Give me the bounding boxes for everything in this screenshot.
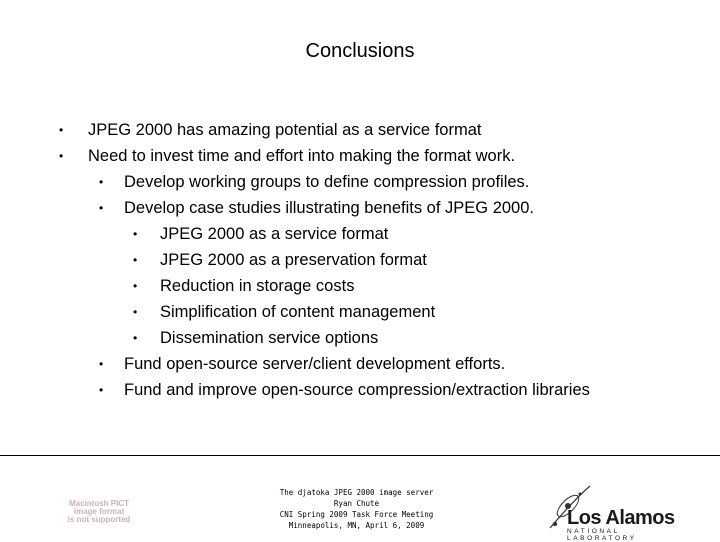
bullet-text: Fund open-source server/client development efforts. — [124, 355, 506, 373]
bullet-dot: • — [133, 279, 138, 293]
slide-title: Conclusions — [305, 40, 415, 62]
bullet-dot: • — [133, 227, 138, 241]
bullet-dot: • — [99, 201, 104, 215]
bullet-dot: • — [133, 331, 138, 345]
bullet-item — [0, 351, 720, 377]
bullet-item — [0, 325, 720, 351]
bullet-text: Develop working groups to define compression profiles. — [124, 173, 530, 191]
footer-divider — [0, 455, 720, 456]
bullet-text: Simplification of content management — [160, 303, 436, 321]
pict-placeholder — [54, 500, 144, 524]
pict-line: is not supported — [67, 515, 131, 524]
pict-line: Macintosh PICT — [68, 499, 129, 508]
bullet-item — [0, 273, 720, 299]
footer-credits — [250, 487, 463, 531]
bullet-text: JPEG 2000 as a service format — [160, 225, 389, 243]
bullet-dot: • — [133, 305, 138, 319]
bullet-text: Develop case studies illustrating benefits of JPEG 2000. — [124, 199, 534, 217]
bullet-item — [0, 377, 720, 403]
bullet-item — [0, 143, 720, 169]
bullet-item — [0, 117, 720, 143]
bullet-dot: • — [133, 253, 138, 267]
bullet-list — [0, 117, 720, 403]
bullet-item — [0, 221, 720, 247]
los-alamos-logo — [546, 484, 686, 542]
bullet-dot: • — [99, 175, 104, 189]
bullet-item — [0, 195, 720, 221]
footer-line: Minneapolis, MN, April 6, 2009 — [288, 521, 425, 530]
bullet-item — [0, 169, 720, 195]
bullet-text: Need to invest time and effort into making the format work. — [88, 147, 516, 165]
bullet-item — [0, 247, 720, 273]
pict-line: image format — [73, 507, 125, 516]
bullet-text: Reduction in storage costs — [160, 277, 355, 295]
bullet-text: Dissemination service options — [160, 329, 379, 347]
bullet-dot: • — [99, 357, 104, 371]
bullet-text: Fund and improve open-source compression/extraction libraries — [124, 381, 590, 399]
footer-line: The djatoka JPEG 2000 image server — [279, 488, 434, 497]
logo-subtitle: NATIONAL LABORATORY — [567, 528, 637, 542]
bullet-dot: • — [99, 383, 104, 397]
footer-line: CNI Spring 2009 Task Force Meeting — [279, 510, 434, 519]
bullet-dot: • — [59, 149, 64, 163]
bullet-dot: • — [59, 123, 64, 137]
bullet-text: JPEG 2000 has amazing potential as a service format — [88, 121, 482, 139]
bullet-text: JPEG 2000 as a preservation format — [160, 251, 427, 269]
logo-name: Los Alamos — [567, 507, 675, 529]
footer-line: Ryan Chute — [333, 499, 380, 508]
bullet-item — [0, 299, 720, 325]
